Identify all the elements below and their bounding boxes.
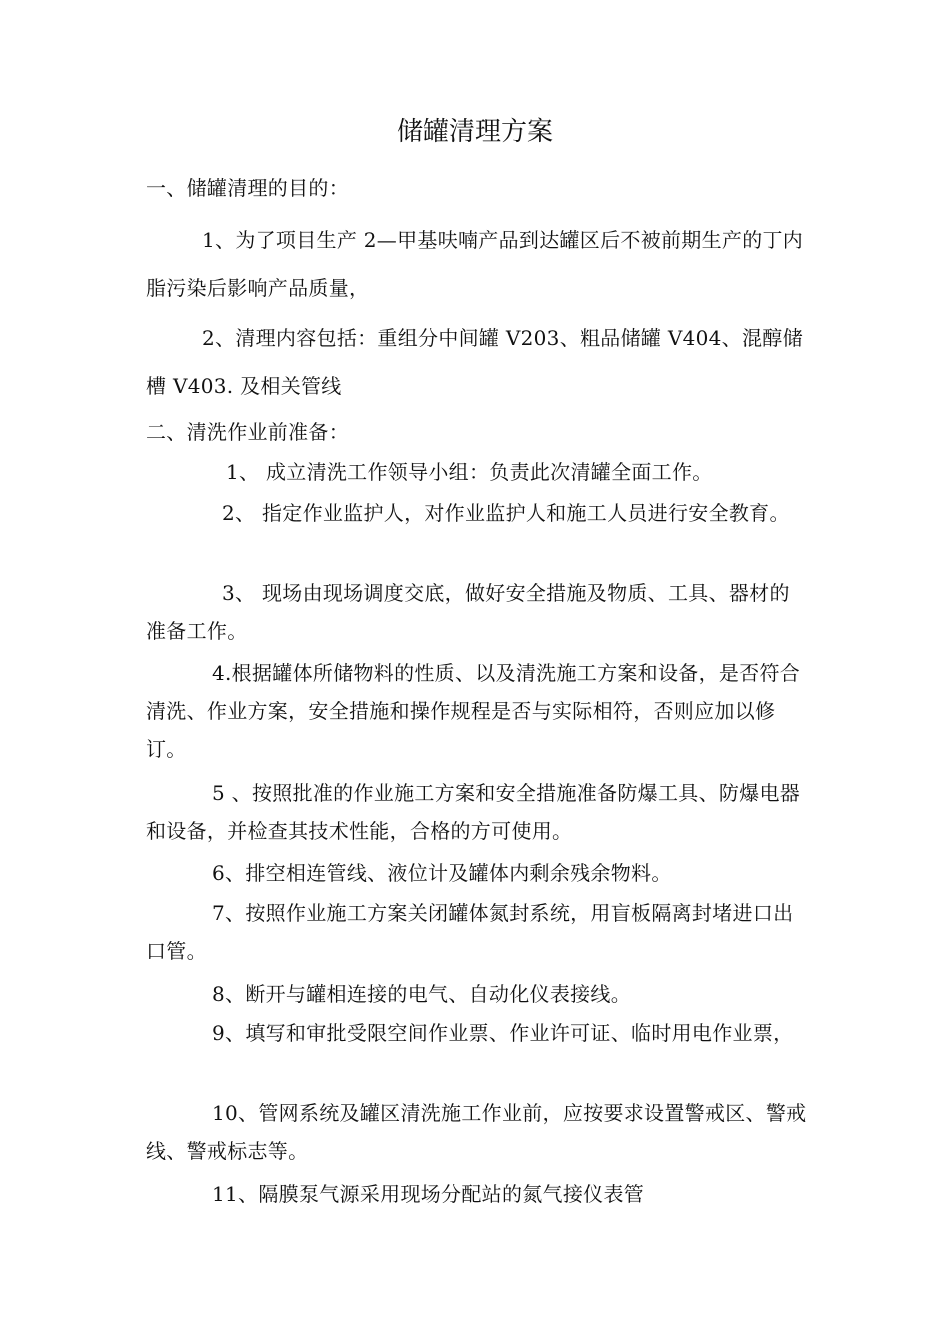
section-2-item-1: 1、 成立清洗工作领导小组：负责此次清罐全面工作。 (226, 460, 713, 484)
section-1-heading: 一、储罐清理的目的： (146, 176, 349, 200)
section-2-heading: 二、清洗作业前准备： (146, 420, 349, 444)
section-2-item-3: 3、 现场由现场调度交底，做好安全措施及物质、工具、器材的准备工作。 (146, 581, 790, 643)
section-2-item-10: 10、管网系统及罐区清洗施工作业前，应按要求设置警戒区、警戒线、警戒标志等。 (146, 1101, 807, 1163)
document-title: 储罐清理方案 (396, 117, 553, 147)
section-1-item-2: 2、清理内容包括：重组分中间罐 V203、粗品储罐 V404、混醇储槽 V403. 及相关管线 (146, 326, 803, 398)
section-2-item-2: 2、 指定作业监护人，对作业监护人和施工人员进行安全教育。 (222, 501, 790, 525)
section-2-item-8: 8、断开与罐相连接的电气、自动化仪表接线。 (212, 982, 632, 1006)
section-1-item-1: 1、为了项目生产 2—甲基呋喃产品到达罐区后不被前期生产的丁内脂污染后影响产品质量， (146, 228, 804, 300)
section-2-item-11: 11、隔膜泵气源采用现场分配站的氮气接仪表管 (212, 1182, 645, 1206)
section-2-item-9: 9、填写和审批受限空间作业票、作业许可证、临时用电作业票， (212, 1021, 794, 1045)
section-2-item-7: 7、按照作业施工方案关闭罐体氮封系统，用盲板隔离封堵进口出口管。 (146, 901, 794, 963)
section-2-item-5: 5 、按照批准的作业施工方案和安全措施准备防爆工具、防爆电器和设备，并检查其技术性能，合格的方可使用。 (146, 781, 801, 843)
section-2-item-4: 4.根据罐体所储物料的性质、以及清洗施工方案和设备，是否符合清洗、作业方案，安全措施和操作规程是否与实际相符，否则应加以修订。 (146, 661, 801, 761)
section-2-item-6: 6、排空相连管线、液位计及罐体内剩余残余物料。 (212, 861, 672, 885)
